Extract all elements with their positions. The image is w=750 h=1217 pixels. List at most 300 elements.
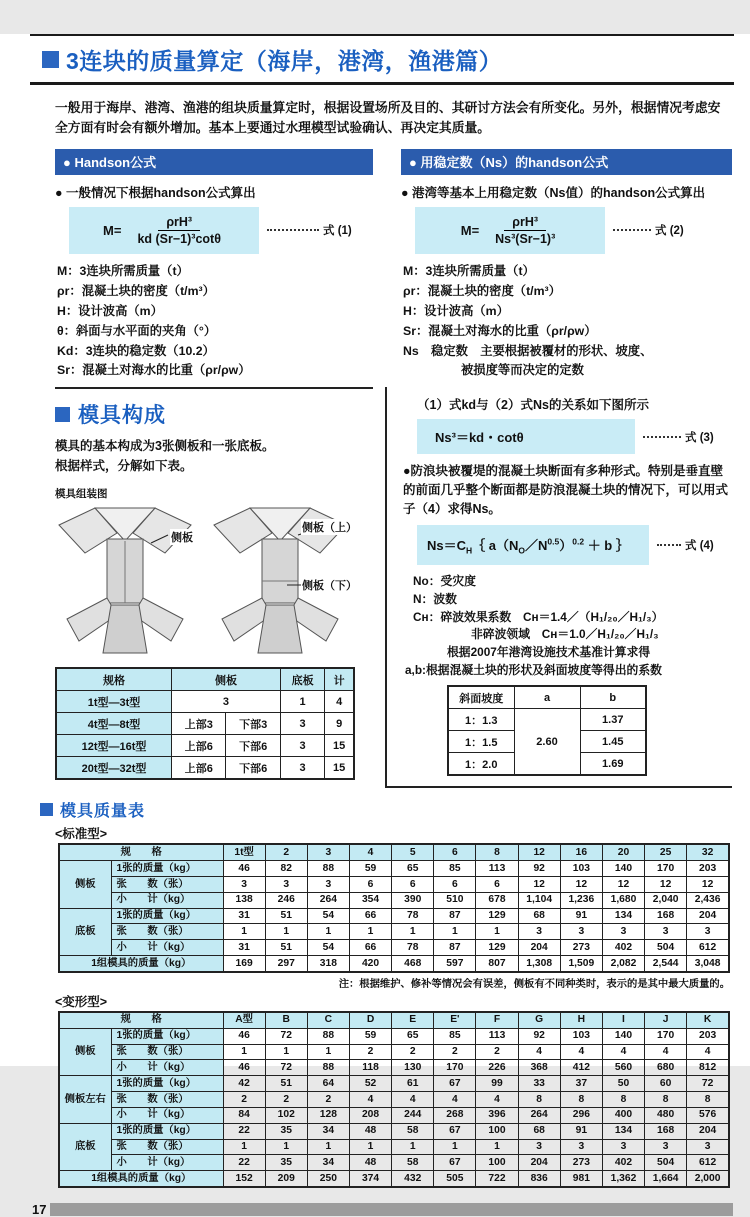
formula-2: [415, 207, 732, 254]
row-header: 20t型—32t型: [56, 757, 172, 780]
table-cell: 92: [518, 1028, 560, 1044]
row-header: 张 数（张）: [111, 1044, 223, 1060]
table-cell: 128: [307, 1107, 349, 1123]
row-header: 小 计（kg）: [111, 940, 223, 956]
mold-spec-table: [55, 667, 355, 780]
table-cell: 3: [172, 691, 281, 713]
table-cell: 3: [602, 1139, 644, 1155]
table-cell: 138: [223, 892, 265, 908]
table-cell: 169: [223, 956, 265, 972]
table-row: [59, 1139, 729, 1155]
table-cell: 37: [560, 1076, 602, 1092]
table-cell: 354: [349, 892, 391, 908]
definition-line: Sr：混凝土对海水的比重（ρr/ρw）: [57, 363, 251, 378]
table-cell: 612: [687, 1155, 729, 1171]
row-header: 小 计（kg）: [111, 1107, 223, 1123]
column-header: C: [307, 1012, 349, 1028]
table-cell: 1: [223, 924, 265, 940]
dotted-leader: [657, 544, 681, 546]
table-cell: 66: [349, 940, 391, 956]
table-cell: 上部3: [172, 713, 226, 735]
title-block: [30, 34, 734, 85]
column-header: F: [476, 1012, 518, 1028]
table-cell: 84: [223, 1107, 265, 1123]
table-cell: 612: [687, 940, 729, 956]
table-cell: 48: [349, 1155, 391, 1171]
footer-bar: [50, 1203, 733, 1216]
table-row: [56, 713, 354, 735]
table-cell: 1: [392, 924, 434, 940]
deformed-type-label: <变形型>: [55, 994, 108, 1009]
table-cell: 129: [476, 940, 518, 956]
table-cell: 1,680: [602, 892, 644, 908]
standard-mass-table: [58, 843, 730, 973]
table-cell: 65: [392, 1028, 434, 1044]
table-cell: 204: [518, 1155, 560, 1171]
table-cell: 88: [307, 1060, 349, 1076]
column-header: 12: [518, 844, 560, 860]
title-square-icon: [42, 51, 59, 68]
row-header: 1张的质量（kg）: [111, 861, 223, 877]
table-cell: 374: [349, 1171, 391, 1187]
table-cell: 4: [518, 1044, 560, 1060]
row-header: 小 计（kg）: [111, 1060, 223, 1076]
table-cell: 3: [280, 713, 324, 735]
table-cell: 15: [325, 735, 354, 757]
mass-table-heading-row: [40, 798, 732, 821]
column-header: E': [434, 1012, 476, 1028]
table-cell: 59: [349, 861, 391, 877]
table-cell: 48: [349, 1123, 391, 1139]
column-header: A型: [223, 1012, 265, 1028]
definition-line: H：设计波高（m）: [57, 303, 163, 318]
formula-1: [69, 207, 373, 254]
table-cell: 82: [265, 861, 307, 877]
table-cell: 268: [434, 1107, 476, 1123]
table-cell: 2,082: [602, 956, 644, 972]
table-cell: 8: [602, 1092, 644, 1108]
table-cell: 1: [265, 1139, 307, 1155]
formula-4-text: $Ns=C_H\{$ $a(N_O/N^{0.5})^{0.2} + b$ ｝: [427, 536, 629, 556]
table-cell: 4: [602, 1044, 644, 1060]
table-cell: 35: [265, 1123, 307, 1139]
column-header: 25: [645, 844, 687, 860]
formula-4-tag: 式 (4): [685, 539, 714, 552]
formula-1-lhs: M=: [103, 222, 122, 238]
table-row: [59, 1060, 729, 1076]
table-cell: 2: [349, 1044, 391, 1060]
table-cell: 113: [476, 861, 518, 877]
table-row: [59, 877, 729, 893]
table-cell: 78: [392, 908, 434, 924]
table-cell: 3: [560, 924, 602, 940]
table-cell: 35: [265, 1155, 307, 1171]
table-cell: 1,664: [645, 1171, 687, 1187]
table-cell: 597: [434, 956, 476, 972]
table-cell: 3: [560, 1139, 602, 1155]
table-cell: 8: [560, 1092, 602, 1108]
table-cell: 50: [602, 1076, 644, 1092]
mold-desc-1: 模具的基本构成为3张侧板和一张底板。: [55, 439, 275, 454]
table-cell: 1.69: [580, 753, 646, 776]
table-cell: 2.60: [514, 709, 580, 776]
column-header: H: [560, 1012, 602, 1028]
table-cell: 400: [602, 1107, 644, 1123]
table-row: [56, 691, 354, 713]
side-plate-lower-label: 侧板（下）: [301, 577, 358, 593]
page-footer: [32, 1202, 733, 1217]
table-cell: 54: [307, 908, 349, 924]
table-cell: 2: [307, 1092, 349, 1108]
table-cell: 113: [476, 1028, 518, 1044]
table-cell: 4: [476, 1092, 518, 1108]
definition-line: Cʜ：碎波效果系数 Cʜ＝1.4／（H₁/₂₀／H₁/₃）: [413, 609, 664, 624]
table-cell: 3: [687, 1139, 729, 1155]
relation-definitions: [405, 573, 732, 679]
formula-2-denominator: Ns³(Sr−1)³: [495, 231, 556, 246]
table-cell: 3: [280, 757, 324, 780]
table-cell: 170: [645, 1028, 687, 1044]
table-cell: 22: [223, 1123, 265, 1139]
table-cell: 3: [280, 735, 324, 757]
row-header: 1组模具的质量（kg）: [59, 956, 223, 972]
table-cell: 1: [434, 1139, 476, 1155]
table-cell: 807: [476, 956, 518, 972]
table-cell: 42: [223, 1076, 265, 1092]
table-cell: 576: [687, 1107, 729, 1123]
table-cell: 60: [645, 1076, 687, 1092]
table-cell: 812: [687, 1060, 729, 1076]
mold-heading: 模具构成: [78, 404, 166, 428]
table-cell: 65: [392, 861, 434, 877]
table-row: [59, 1155, 729, 1171]
table-cell: 下部6: [226, 735, 280, 757]
definition-line: ρr：混凝土块的密度（t/m³）: [57, 283, 215, 298]
table-cell: 87: [434, 908, 476, 924]
content-row-2: [55, 387, 732, 788]
column-header: J: [645, 1012, 687, 1028]
table-cell: 480: [645, 1107, 687, 1123]
table-cell: 208: [349, 1107, 391, 1123]
column-header: D: [349, 1012, 391, 1028]
table-row: [59, 908, 729, 924]
table-cell: 204: [687, 1123, 729, 1139]
table-row: [59, 1044, 729, 1060]
formula-3-box: [417, 419, 635, 454]
table-cell: 209: [265, 1171, 307, 1187]
deformed-mass-table: [58, 1011, 730, 1188]
table-cell: 296: [560, 1107, 602, 1123]
diagram-label: 模具组装图: [55, 488, 108, 501]
table-cell: 下部3: [226, 713, 280, 735]
slope-coefficient-table: [447, 685, 647, 776]
column-header: 底板: [280, 668, 324, 691]
definition-line: N：波数: [413, 591, 457, 606]
table-cell: 1: [223, 1044, 265, 1060]
table-cell: 34: [307, 1123, 349, 1139]
handson-section: [55, 149, 373, 387]
table-cell: 58: [392, 1155, 434, 1171]
row-header: 4t型—8t型: [56, 713, 172, 735]
row-group-header: 底板: [59, 908, 111, 955]
table-cell: 3: [518, 924, 560, 940]
definition-line: ρr：混凝土块的密度（t/m³）: [403, 283, 561, 298]
table-note: 注：根据维护、修补等情况会有误差，侧板有不同种类时，表示的是其中最大质量的。: [338, 978, 730, 990]
side-plate-upper-label: 侧板（上）: [301, 519, 358, 535]
row-header: 1：1.5: [448, 731, 514, 753]
table-cell: 2,000: [687, 1171, 729, 1187]
mass-table-heading: 模具质量表: [60, 803, 146, 821]
table-cell: 134: [602, 908, 644, 924]
table-cell: 396: [476, 1107, 518, 1123]
formula-2-lhs: M=: [460, 222, 480, 238]
table-cell: 12: [602, 877, 644, 893]
table-cell: 1: [265, 1044, 307, 1060]
formula-row-1: [55, 149, 732, 387]
table-cell: 12: [645, 877, 687, 893]
table-cell: 2: [223, 1092, 265, 1108]
ns-handson-header: ● 用稳定数（Ns）的handson公式: [401, 149, 732, 175]
relation-intro: （1）式kd与（2）式Ns的关系如下图所示: [417, 398, 649, 413]
formula-1-tag: 式 (1): [323, 225, 352, 238]
table-cell: 722: [476, 1171, 518, 1187]
table-cell: 402: [602, 1155, 644, 1171]
table-cell: 87: [434, 940, 476, 956]
side-plate-label: 侧板: [170, 529, 194, 545]
column-header: 32: [687, 844, 729, 860]
table-cell: 1,362: [602, 1171, 644, 1187]
table-cell: 368: [518, 1060, 560, 1076]
ns-handson-section: [385, 149, 732, 387]
table-cell: 1.37: [580, 709, 646, 731]
table-cell: 66: [349, 908, 391, 924]
row-header: 张 数（张）: [111, 1092, 223, 1108]
table-cell: 1: [476, 1139, 518, 1155]
mold-section: [55, 387, 373, 788]
definition-line: H：设计波高（m）: [403, 303, 509, 318]
formula-3: [417, 419, 732, 454]
column-header: 20: [602, 844, 644, 860]
table-cell: 203: [687, 861, 729, 877]
table-cell: 2: [434, 1044, 476, 1060]
dotted-leader: [613, 229, 651, 231]
table-cell: 504: [645, 940, 687, 956]
page-number: 17: [32, 1202, 47, 1217]
column-header: I: [602, 1012, 644, 1028]
mold-desc-2: 根据样式，分解如下表。: [55, 458, 193, 473]
formula-1-denominator: kd (Sr−1)³cotθ: [137, 231, 221, 246]
document-page: [0, 34, 750, 1217]
table-cell: 4: [560, 1044, 602, 1060]
table-cell: 246: [265, 892, 307, 908]
table-cell: 46: [223, 1028, 265, 1044]
row-header: 小 计（kg）: [111, 892, 223, 908]
relation-paragraph: ●防浪块被覆堤的混凝土块断面有多种形式。特别是垂直壁的前面几乎整个断面都是防浪混凝土块的情况下，可以用式子（4）求得Ns。: [403, 464, 729, 516]
table-cell: 91: [560, 1123, 602, 1139]
table-cell: 103: [560, 861, 602, 877]
column-header: E: [392, 1012, 434, 1028]
handson-header: ● Handson公式: [55, 149, 373, 175]
table-cell: 6: [434, 877, 476, 893]
table-cell: 2: [265, 1092, 307, 1108]
table-cell: 8: [687, 1092, 729, 1108]
table-cell: 68: [518, 908, 560, 924]
table-cell: 上部6: [172, 757, 226, 780]
column-header: 5: [392, 844, 434, 860]
table-cell: 67: [434, 1123, 476, 1139]
definition-line: Sr：混凝土对海水的比重（ρr/ρw）: [403, 323, 597, 338]
formula-2-fraction: [491, 215, 559, 246]
table-cell: 1: [223, 1139, 265, 1155]
table-cell: 3: [518, 1139, 560, 1155]
table-cell: 1: [280, 691, 324, 713]
row-header: 1：2.0: [448, 753, 514, 776]
handson-subtitle: ● 一般情况下根据handson公式算出: [55, 185, 256, 200]
row-header: 1t型—3t型: [56, 691, 172, 713]
table-cell: 1,509: [560, 956, 602, 972]
table-cell: 102: [265, 1107, 307, 1123]
row-group-header: 底板: [59, 1123, 111, 1170]
row-group-header: 侧板: [59, 861, 111, 908]
table-cell: 3: [265, 877, 307, 893]
formula-1-numerator: ρrH³: [158, 215, 200, 231]
table-cell: 680: [645, 1060, 687, 1076]
table-cell: 72: [687, 1076, 729, 1092]
table-cell: 12: [687, 877, 729, 893]
table-row: [448, 709, 646, 731]
ns-handson-subtitle: ● 港湾等基本上用稳定数（Ns值）的handson公式算出: [401, 185, 706, 200]
table-cell: 432: [392, 1171, 434, 1187]
table-cell: 3,048: [687, 956, 729, 972]
table-cell: 3: [307, 877, 349, 893]
table-cell: 4: [349, 1092, 391, 1108]
table-cell: 1.45: [580, 731, 646, 753]
row-header: 张 数（张）: [111, 1139, 223, 1155]
table-cell: 12: [518, 877, 560, 893]
table-cell: 168: [645, 1123, 687, 1139]
table-row: [59, 1028, 729, 1044]
table-row: [59, 924, 729, 940]
table-cell: 250: [307, 1171, 349, 1187]
table-cell: 1: [434, 924, 476, 940]
definition-line: Kd：3连块的稳定数（10.2）: [57, 343, 215, 358]
table-cell: 85: [434, 1028, 476, 1044]
table-cell: 8: [518, 1092, 560, 1108]
column-header: 规 格: [59, 1012, 223, 1028]
table-cell: 9: [325, 713, 354, 735]
row-header: 1张的质量（kg）: [111, 1028, 223, 1044]
column-header: 侧板: [172, 668, 281, 691]
table-cell: 420: [349, 956, 391, 972]
ns-handson-definitions: [403, 262, 732, 381]
table-cell: 318: [307, 956, 349, 972]
definition-line: 非碎波领域 Cʜ＝1.0／H₁/₂₀／H₁/₃: [471, 627, 659, 642]
formula-2-tag: 式 (2): [655, 225, 684, 238]
table-cell: 99: [476, 1076, 518, 1092]
table-cell: 58: [392, 1123, 434, 1139]
table-cell: 468: [392, 956, 434, 972]
row-group-header: 侧板左右: [59, 1076, 111, 1123]
ns-relation-section: [385, 387, 732, 788]
table-row: [59, 1076, 729, 1092]
table-cell: 504: [645, 1155, 687, 1171]
table-cell: 100: [476, 1123, 518, 1139]
table-cell: 560: [602, 1060, 644, 1076]
definition-line: M：3连块所需质量（t）: [57, 263, 189, 278]
handson-definitions: [57, 262, 373, 381]
definition-line: 被损度等而决定的定数: [461, 363, 584, 378]
table-cell: 678: [476, 892, 518, 908]
row-group-header: 侧板: [59, 1028, 111, 1075]
column-header: 1t型: [223, 844, 265, 860]
table-cell: 51: [265, 940, 307, 956]
formula-3-tag: 式 (3): [685, 431, 714, 444]
table-cell: 510: [434, 892, 476, 908]
table-cell: 3: [223, 877, 265, 893]
table-cell: 88: [307, 1028, 349, 1044]
row-header: 1张的质量（kg）: [111, 908, 223, 924]
column-header: 计: [325, 668, 354, 691]
table-cell: 6: [476, 877, 518, 893]
table-row: [59, 1171, 729, 1187]
table-cell: 203: [687, 1028, 729, 1044]
column-header: 4: [349, 844, 391, 860]
table-cell: 3: [687, 924, 729, 940]
column-header: 2: [265, 844, 307, 860]
table-cell: 2: [392, 1044, 434, 1060]
column-header: 16: [560, 844, 602, 860]
table-cell: 4: [434, 1092, 476, 1108]
table-row: [59, 1107, 729, 1123]
table-cell: 100: [476, 1155, 518, 1171]
table-cell: 130: [392, 1060, 434, 1076]
table-cell: 31: [223, 940, 265, 956]
table-cell: 273: [560, 1155, 602, 1171]
formula-1-box: [69, 207, 259, 254]
row-header: 12t型—16t型: [56, 735, 172, 757]
table-cell: 51: [265, 908, 307, 924]
table-cell: 46: [223, 861, 265, 877]
table-cell: 1: [349, 924, 391, 940]
dotted-leader: [643, 436, 681, 438]
table-cell: 297: [265, 956, 307, 972]
definition-line: a,b:根据混凝土块的形状及斜面坡度等得出的系数: [405, 662, 662, 677]
table-cell: 264: [307, 892, 349, 908]
table-cell: 152: [223, 1171, 265, 1187]
table-cell: 1: [307, 1044, 349, 1060]
table-cell: 170: [645, 861, 687, 877]
table-cell: 1: [307, 924, 349, 940]
table-cell: 64: [307, 1076, 349, 1092]
definition-line: No：受灾度: [413, 574, 476, 589]
table-cell: 34: [307, 1155, 349, 1171]
table-cell: 88: [307, 861, 349, 877]
table-row: [56, 757, 354, 780]
row-header: 1组模具的质量（kg）: [59, 1171, 223, 1187]
table-cell: 134: [602, 1123, 644, 1139]
table-cell: 33: [518, 1076, 560, 1092]
table-cell: 140: [602, 861, 644, 877]
table-cell: 4: [325, 691, 354, 713]
definition-line: Ns 稳定数 主要根据被覆材的形状、坡度、: [403, 343, 653, 358]
table-cell: 981: [560, 1171, 602, 1187]
table-cell: 54: [307, 940, 349, 956]
table-cell: 4: [392, 1092, 434, 1108]
formula-4-box: [417, 525, 649, 566]
table-cell: 52: [349, 1076, 391, 1092]
table-cell: 1: [392, 1139, 434, 1155]
definition-line: 根据2007年港湾设施技术基准计算求得: [447, 644, 651, 659]
